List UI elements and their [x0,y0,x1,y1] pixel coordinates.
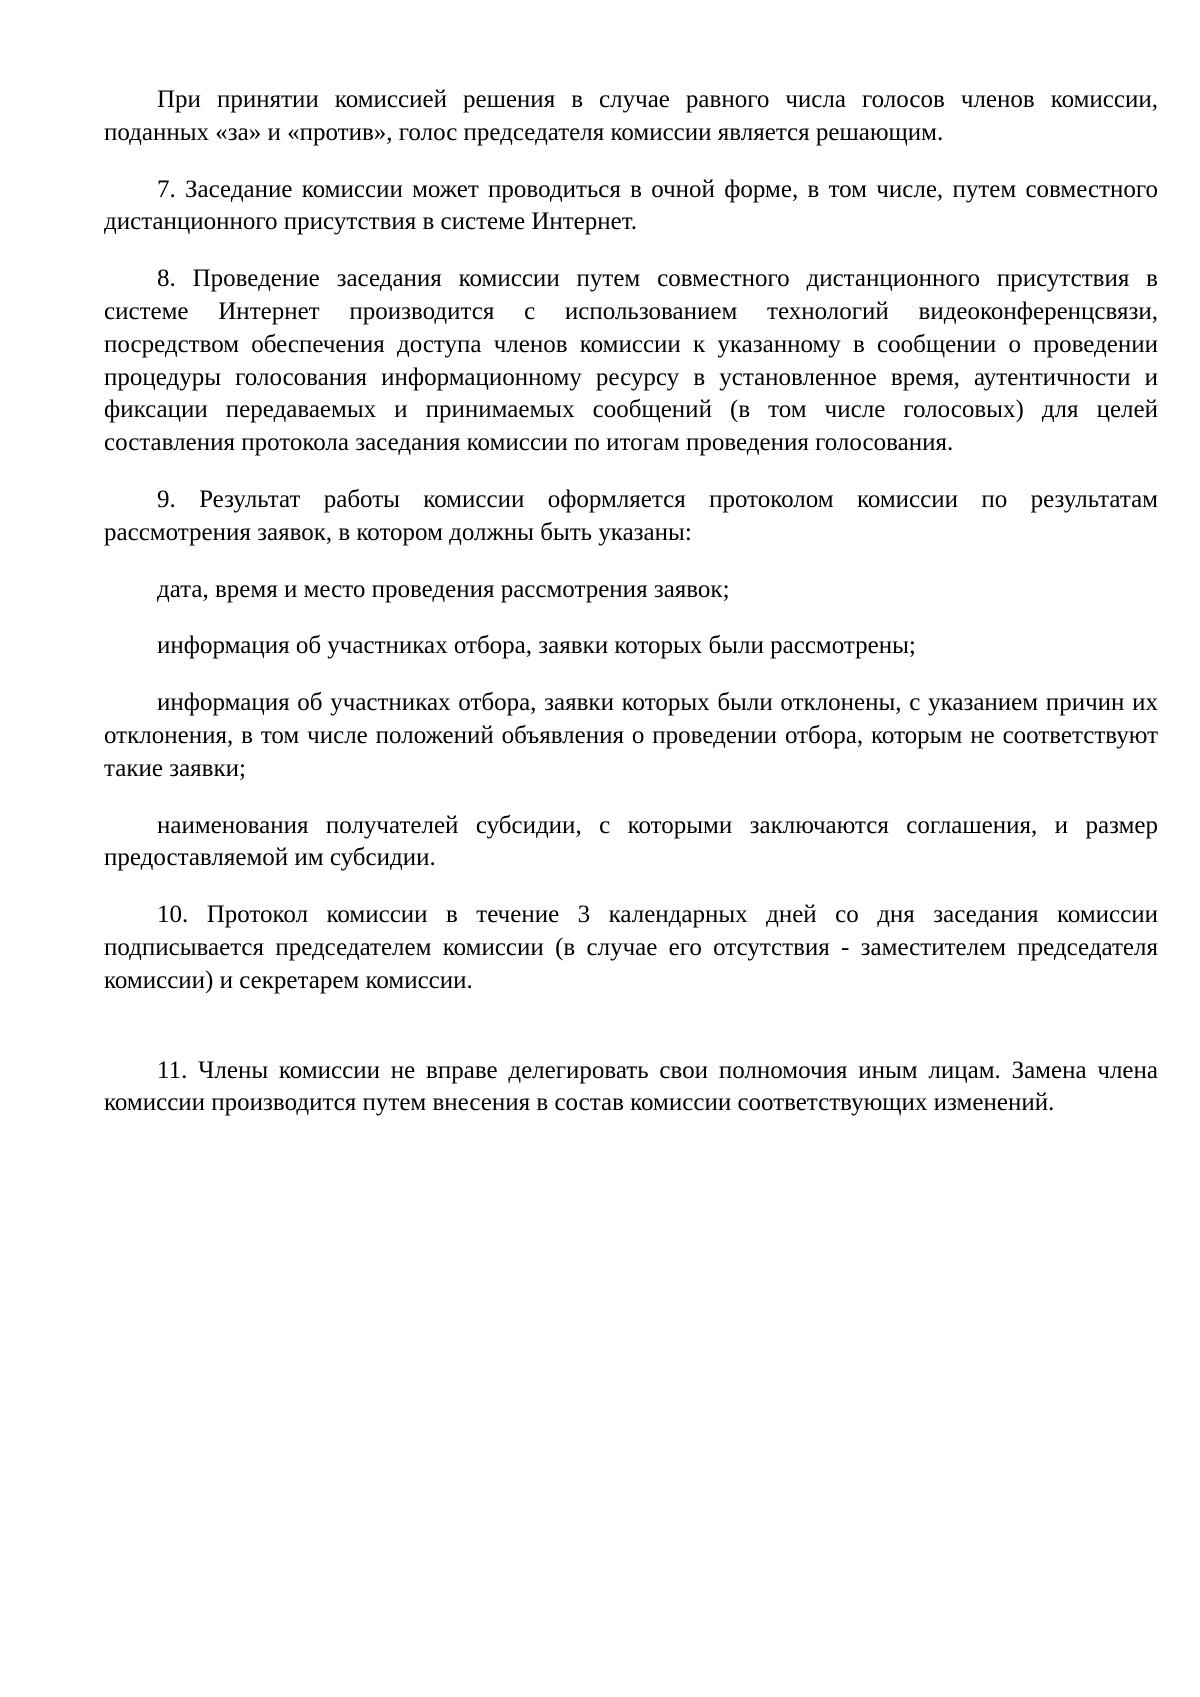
paragraph-10-protocol-signing: 10. Протокол комиссии в течение 3 календарных дней со дня заседания комиссии подписывается председателем комиссии (в случае его отсутствия - заместителем председателя комиссии) и секретарем комиссии. [104,901,1158,994]
list-item-subsidy-recipients: наименования получателей субсидии, с которыми заключаются соглашения, и размер предоставляемой им субсидии. [104,811,1158,872]
paragraph-tie-vote-rule: При принятии комиссией решения в случае равного числа голосов членов комиссии, поданных «за» и «против», голос председателя комиссии является решающим. [104,86,1158,146]
list-item-reviewed-participants: информация об участниках отбора, заявки которых были рассмотрены; [157,632,916,660]
paragraph-9-protocol-contents: 9. Результат работы комиссии оформляется протоколом комиссии по результатам рассмотрения заявок, в котором должны быть указаны: [104,485,1158,546]
paragraph-8-remote-meeting: 8. Проведение заседания комиссии путем совместного дистанционного присутствия в системе Интернет производится с использованием технологий видеоконференцсвязи, посредством обеспечения доступа членов комиссии к указанному в сообщении о проведении процедуры голосования информационному ресурсу в установленное время, аутентичности и фиксации передаваемых и принимаемых сообщений (в том числе голосовых) для целей составления протокола заседания комиссии по итогам проведения голосования. [104,265,1158,457]
list-item-rejected-participants: информация об участниках отбора, заявки которых были отклонены, с указанием причин их отклонения, в том числе положений объявления о проведении отбора, которым не соответствуют такие заявки; [104,689,1158,782]
paragraph-11-no-delegation: 11. Члены комиссии не вправе делегировать свои полномочия иным лицам. Замена члена комиссии производится путем внесения в состав комиссии соответствующих изменений. [104,1056,1158,1117]
document-body [104,84,1158,1120]
list-item-date-time-place: дата, время и место проведения рассмотрения заявок; [157,575,730,603]
paragraph-7-meeting-form: 7. Заседание комиссии может проводиться в очной форме, в том числе, путем совместного дистанционного присутствия в системе Интернет. [104,175,1158,236]
